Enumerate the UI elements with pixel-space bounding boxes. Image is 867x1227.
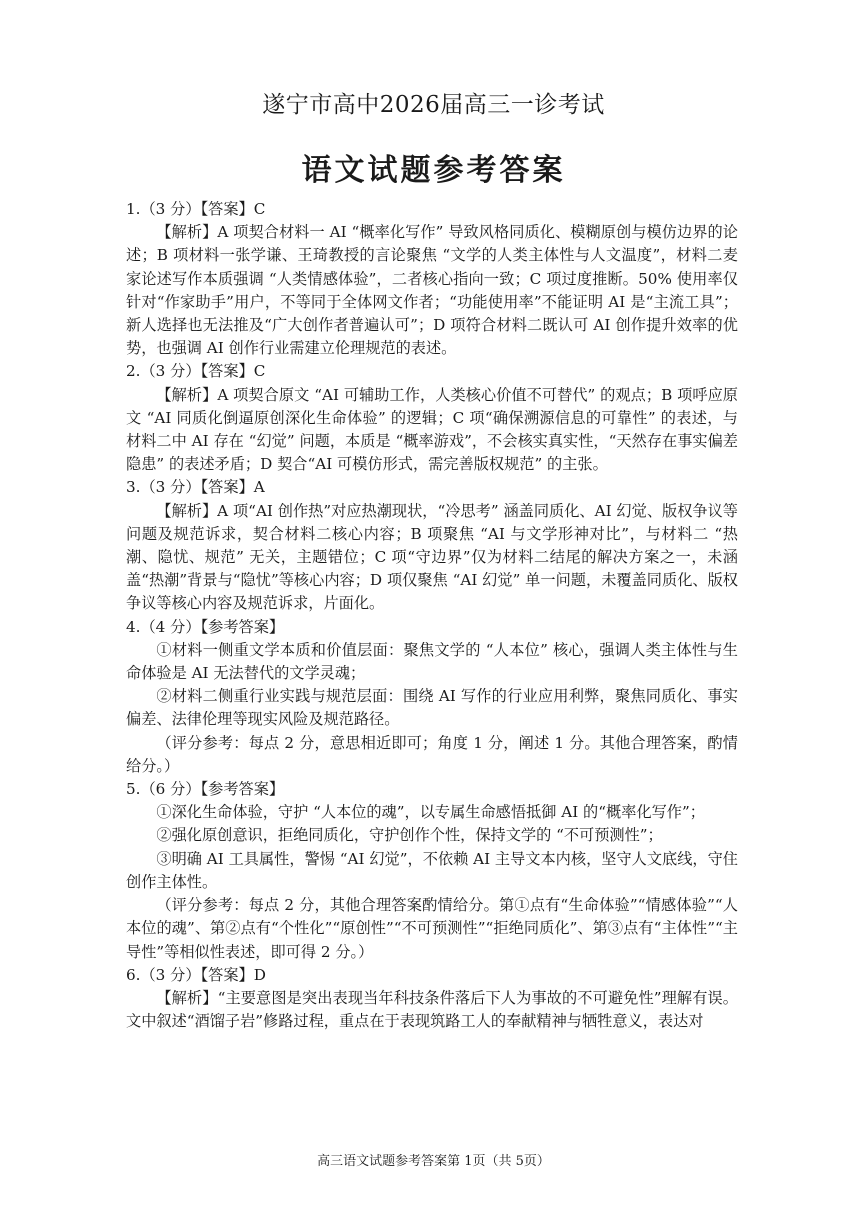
q2-analysis: 【解析】A 项契合原文 “AI 可辅助工作，人类核心价值不可替代” 的观点；B 项呼应原文 “AI 同质化倒逼原创深化生命体验” 的逻辑；C 项“确保溯源信息的可靠性” 的表述，与材料二中 AI 存在 “幻觉” 问题，本质是 “概率游戏”，不会核实真实性，“天然存在事实偏差隐患” 的表述矛盾；D 契合“AI 可模仿形式，需完善版权规范” 的主张。 [126, 385, 738, 474]
q4-point-1: ①材料一侧重文学本质和价值层面：聚焦文学的 “人本位” 核心，强调人类主体性与生命体验是 AI 无法替代的文学灵魂； [126, 640, 738, 683]
q4-answer: 4.（4 分）【参考答案】 [126, 617, 285, 636]
q5-scoring-note: （评分参考：每点 2 分，其他合理答案酌情给分。第①点有“生命体验”“情感体验”“人本位的魂”、第②点有“个性化”“原创性”“不可预测性”“拒绝同质化”、第③点有“主体性”“主导性”等相似性表述，即可得 2 分。） [126, 896, 738, 961]
q5-point-1: ①深化生命体验，守护 “人本位的魂”，以专属生命感悟抵御 AI 的“概率化写作”； [156, 803, 705, 822]
q2-answer: 2.（3 分）【答案】C [126, 362, 266, 381]
q3-answer: 3.（3 分）【答案】A [126, 478, 265, 497]
exam-title: 遂宁市高中2026届高三一诊考试 [262, 92, 605, 118]
q4-point-2: ②材料二侧重行业实践与规范层面：围绕 AI 写作的行业应用利弊，聚焦同质化、事实偏差、法律伦理等现实风险及规范路径。 [126, 687, 738, 729]
q1-answer: 1.（3 分）【答案】C [126, 200, 266, 218]
subject-title: 语文试题参考答案 [301, 153, 566, 188]
answer-content [126, 198, 738, 1033]
q5-answer: 5.（6 分）【参考答案】 [126, 780, 285, 799]
q6-analysis: 【解析】“主要意图是突出表现当年科技条件落后下人为事故的不可避免性”理解有误。文中叙述“酒馏子岩”修路过程，重点在于表现筑路工人的奉献精神与牺牲意义，表达对 [126, 988, 738, 1031]
q4-scoring-note: （评分参考：每点 2 分，意思相近即可；角度 1 分，阐述 1 分。其他合理答案，酌情给分。） [126, 733, 738, 775]
q5-point-3: ③明确 AI 工具属性，警惕 “AI 幻觉”，不依赖 AI 主导文本内核，坚守人文底线，守住创作主体性。 [126, 849, 738, 891]
q1-analysis: 【解析】A 项契合材料一 AI “概率化写作” 导致风格同质化、模糊原创与模仿边界的论述；B 项材料一张学谦、王琦教授的言论聚焦 “文学的人类主体性与人文温度”，材料二麦家论述写作本质强调 “人类情感体验”，二者核心指向一致；C 项过度推断。50% 使用率仅针对“作家助手”用户，不等同于全体网文作者；“功能使用率”不能证明 AI 是“主流工具”；新人选择也无法推及“广大创作者普遍认可”；D 项符合材料二既认可 AI 创作提升效率的优势，也强调 AI 创作行业需建立伦理规范的表述。 [126, 223, 738, 358]
q3-analysis: 【解析】A 项“AI 创作热”对应热潮现状，“冷思考” 涵盖同质化、AI 幻觉、版权争议等问题及规范诉求，契合材料二核心内容；B 项聚焦 “AI 与文学形神对比”，与材料二 “热潮、隐忧、规范” 无关，主题错位；C 项“守边界”仅为材料二结尾的解决方案之一，未涵盖“热潮”背景与“隐忧”等核心内容；D 项仅聚焦 “AI 幻觉” 单一问题，未覆盖同质化、版权争议等核心内容及规范诉求，片面化。 [126, 501, 738, 613]
page-footer: 高三语文试题参考答案第 1页（共 5页） [317, 1154, 550, 1169]
q5-point-2: ②强化原创意识，拒绝同质化，守护创作个性，保持文学的 “不可预测性”； [156, 826, 663, 845]
q6-answer: 6.（3 分）【答案】D [126, 965, 266, 984]
